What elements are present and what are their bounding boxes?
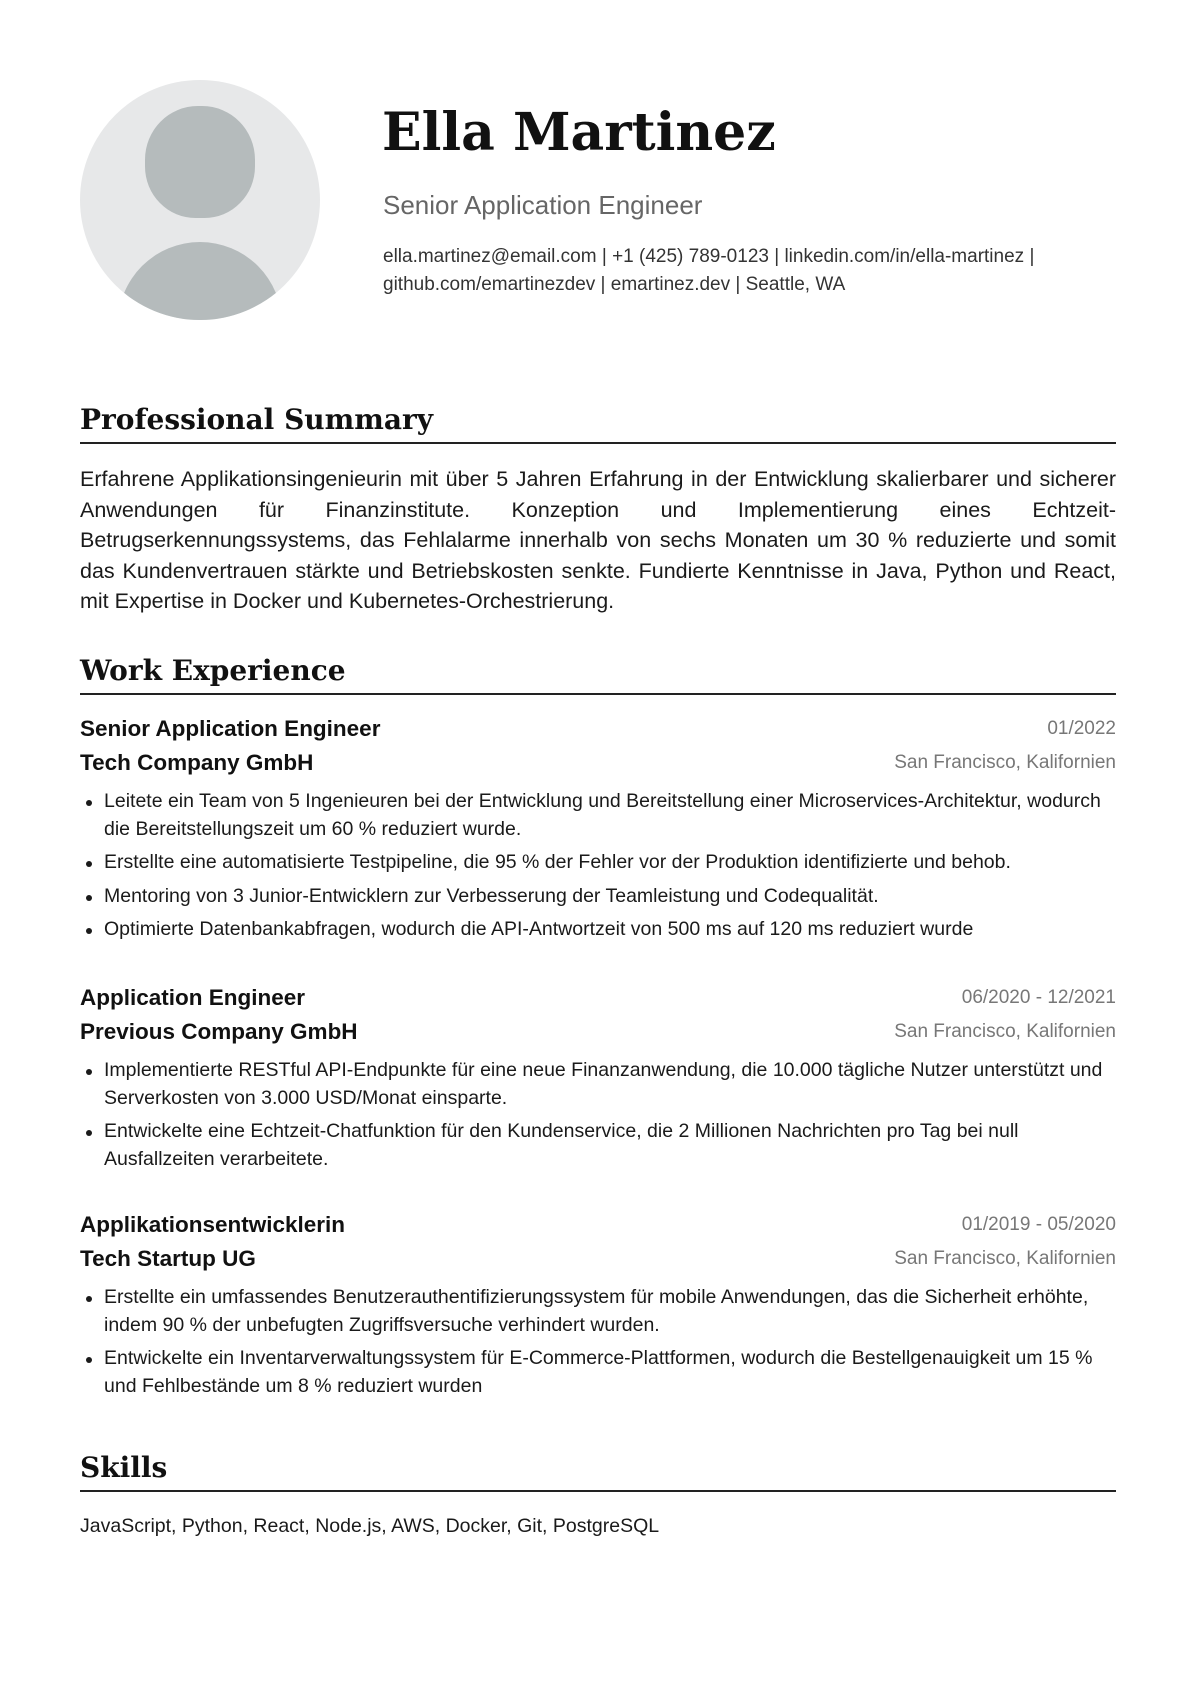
bullet-text: Leitete ein Team von 5 Ingenieuren bei der Entwicklung und Bereitstellung einer Microservices-Architektur, wodurch die Bereitstellungszeit um 60 % reduziert wurde. — [104, 790, 1101, 840]
job-title: Applikationsentwicklerin — [80, 1212, 346, 1237]
job-company: Previous Company GmbH — [80, 1019, 358, 1044]
avatar-head-shape — [145, 106, 255, 218]
job-bullet — [80, 1284, 1116, 1339]
bullet-dot — [86, 1296, 92, 1302]
bullet-text: Entwickelte eine Echtzeit-Chatfunktion für den Kundenservice, die 2 Millionen Nachrichten pro Tag bei null Ausfallzeiten verarbeitete. — [104, 1120, 1019, 1170]
job-bullet — [80, 1057, 1116, 1112]
job-company-row — [80, 750, 1116, 786]
job-entry — [80, 983, 1116, 1179]
job-company-row — [80, 1246, 1116, 1282]
bullet-text: Implementierte RESTful API-Endpunkte für eine neue Finanzanwendung, die 10.000 tägliche Nutzer unterstützt und Serverkosten von 3.000 USD/Monat einsparte. — [104, 1059, 1103, 1109]
job-bullet — [80, 1118, 1116, 1173]
avatar-placeholder — [80, 80, 320, 320]
job-date: 06/2020 - 12/2021 — [961, 987, 1116, 1008]
job-company-row — [80, 1019, 1116, 1055]
job-bullets — [80, 1284, 1116, 1400]
job-title: Senior Application Engineer — [80, 716, 381, 741]
contact-separator: | — [730, 274, 746, 295]
bullet-dot — [86, 1069, 92, 1075]
skills-text: JavaScript, Python, React, Node.js, AWS, Docker, Git, PostgreSQL — [80, 1515, 660, 1537]
bullet-dot — [86, 1130, 92, 1136]
job-location: San Francisco, Kalifornien — [894, 1248, 1116, 1269]
job-bullet — [80, 916, 1116, 944]
bullet-text: Erstellte ein umfassendes Benutzerauthentifizierungssystem für mobile Anwendungen, das die Sicherheit erhöhte, indem 90 % der unbefugten Zugriffsversuche verhindert wurden. — [104, 1286, 1089, 1336]
contact-line — [383, 243, 1123, 299]
bullet-dot — [86, 928, 92, 934]
contact-website[interactable]: emartinez.dev — [610, 274, 731, 295]
job-header-row — [80, 1210, 1116, 1246]
job-bullet — [80, 883, 1116, 911]
job-location: San Francisco, Kalifornien — [894, 1021, 1116, 1042]
job-entry — [80, 714, 1116, 950]
contact-separator: | — [768, 246, 785, 267]
contact-separator: | — [595, 274, 611, 295]
job-bullet — [80, 788, 1116, 843]
contact-phone[interactable]: +1 (425) 789-0123 — [612, 246, 769, 267]
candidate-name: Ella Martinez — [382, 102, 776, 163]
candidate-headline: Senior Application Engineer — [383, 190, 703, 220]
summary-text: Erfahrene Applikationsingenieurin mit über 5 Jahren Erfahrung in der Entwicklung skalierbarer und sicherer Anwendungen für Finanzinstitute. Konzeption und Implementierung eines Echtzeit-Betrugserkennungssystems, das Fehlalarme innerhalb von sechs Monaten um 30 % reduzierte und somit das Kundenvertrauen stärkte und Betriebskosten senkte. Fundierte Kenntnisse in Java, Python und React, mit Expertise in Docker und Kubernetes-Orchestrierung. — [80, 467, 1116, 613]
job-company: Tech Company GmbH — [80, 750, 314, 775]
section-title-skills: Skills — [80, 1450, 1116, 1492]
job-company: Tech Startup UG — [80, 1246, 256, 1271]
bullet-dot — [86, 895, 92, 901]
bullet-text: Erstellte eine automatisierte Testpipeline, die 95 % der Fehler vor der Produktion identifizierte und behob. — [104, 851, 1011, 873]
contact-github[interactable]: github.com/emartinezdev — [383, 274, 596, 295]
section-title-summary: Professional Summary — [80, 402, 1116, 444]
job-date: 01/2019 - 05/2020 — [961, 1214, 1116, 1235]
job-title: Application Engineer — [80, 985, 306, 1010]
job-header-row — [80, 714, 1116, 750]
job-bullets — [80, 1057, 1116, 1173]
job-date: 01/2022 — [1047, 718, 1116, 739]
bullet-dot — [86, 1357, 92, 1363]
bullet-text: Optimierte Datenbankabfragen, wodurch die API-Antwortzeit von 500 ms auf 120 ms reduziert wurde — [104, 918, 974, 940]
bullet-text: Mentoring von 3 Junior-Entwicklern zur Verbesserung der Teamleistung und Codequalität. — [104, 884, 879, 907]
contact-location: Seattle, WA — [745, 274, 846, 295]
bullet-dot — [86, 861, 92, 867]
job-location: San Francisco, Kalifornien — [894, 752, 1116, 773]
job-bullet — [80, 1345, 1116, 1400]
job-bullet — [80, 849, 1116, 877]
contact-linkedin[interactable]: linkedin.com/in/ella-martinez — [784, 246, 1025, 267]
contact-separator: | — [1024, 246, 1035, 267]
section-title-experience: Work Experience — [80, 653, 1116, 695]
bullet-dot — [86, 800, 92, 806]
contact-email[interactable]: ella.martinez@email.com — [383, 246, 597, 267]
job-bullets — [80, 788, 1116, 944]
job-header-row — [80, 983, 1116, 1019]
bullet-text: Entwickelte ein Inventarverwaltungssystem für E-Commerce-Plattformen, wodurch die Bestellgenauigkeit um 15 % und Fehlbestände um 8 % reduziert wurden — [104, 1347, 1093, 1397]
avatar-body-shape — [118, 242, 282, 320]
job-entry — [80, 1210, 1116, 1406]
contact-separator: | — [596, 246, 613, 267]
